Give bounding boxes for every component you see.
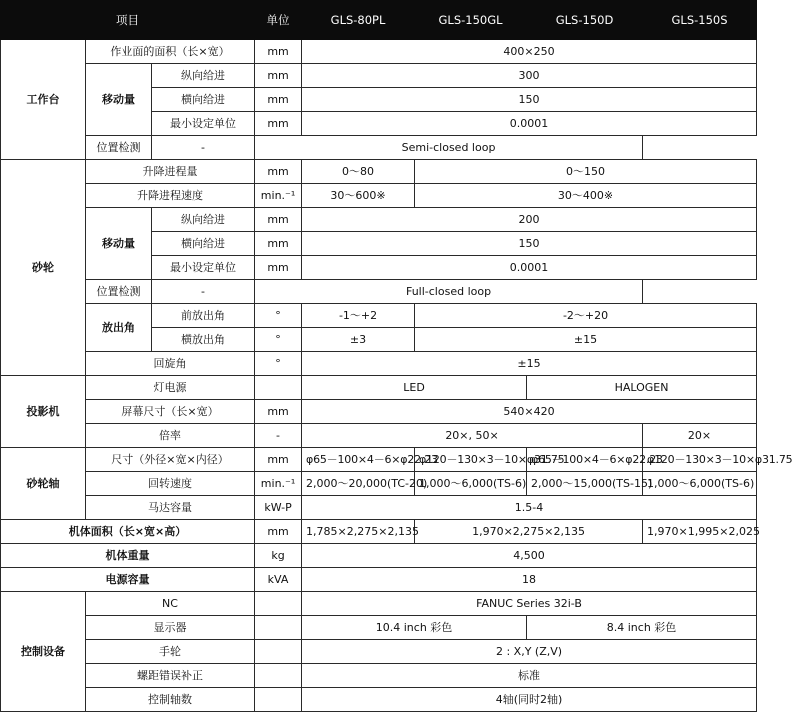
row-label: 横放出角 xyxy=(152,328,255,352)
value-cell: φ120－130×3－10×φ31.75 xyxy=(643,448,757,472)
value-cell: 20× xyxy=(643,424,757,448)
table-row xyxy=(1,280,757,304)
value-cell: 1,000～6,000(TS-6) xyxy=(643,472,757,496)
table-row xyxy=(1,400,757,424)
unit-cell xyxy=(255,688,302,712)
value-cell: 4轴(同时2轴) xyxy=(302,688,757,712)
value-cell: 1,000～6,000(TS-6) xyxy=(415,472,527,496)
value-cell: ±3 xyxy=(302,328,415,352)
row-label: 显示器 xyxy=(86,616,255,640)
row-label: 横向给进 xyxy=(152,88,255,112)
value-cell: -1～+2 xyxy=(302,304,415,328)
value-cell: 400×250 xyxy=(302,40,757,64)
unit-cell: ° xyxy=(255,304,302,328)
row-label: 倍率 xyxy=(86,424,255,448)
value-cell: 4,500 xyxy=(302,544,757,568)
header-model-gls-150gl: GLS-150GL xyxy=(415,1,527,40)
value-cell: 10.4 inch 彩色 xyxy=(302,616,527,640)
row-label: 回转速度 xyxy=(86,472,255,496)
unit-cell xyxy=(255,640,302,664)
table-row xyxy=(1,160,757,184)
row-label: 机体面积（长×宽×高） xyxy=(1,520,255,544)
table-row xyxy=(1,64,757,88)
unit-cell: min.⁻¹ xyxy=(255,184,302,208)
table-row xyxy=(1,304,757,328)
value-cell: Semi-closed loop xyxy=(255,136,643,160)
row-label: 纵向给进 xyxy=(152,64,255,88)
value-cell: 300 xyxy=(302,64,757,88)
table-row xyxy=(1,664,757,688)
unit-cell: mm xyxy=(255,520,302,544)
row-label: 升降进程速度 xyxy=(86,184,255,208)
row-label: 马达容量 xyxy=(86,496,255,520)
header-model-gls-150s: GLS-150S xyxy=(643,1,757,40)
value-cell: ±15 xyxy=(302,352,757,376)
table-row xyxy=(1,424,757,448)
table-row xyxy=(1,376,757,400)
table-row xyxy=(1,352,757,376)
value-cell: φ65－100×4－6×φ22.23 xyxy=(302,448,415,472)
row-label: 灯电源 xyxy=(86,376,255,400)
value-cell: 20×, 50× xyxy=(302,424,643,448)
value-cell: 200 xyxy=(302,208,757,232)
value-cell: 150 xyxy=(302,88,757,112)
table-row xyxy=(1,520,757,544)
row-label: 控制轴数 xyxy=(86,688,255,712)
row-label: 手轮 xyxy=(86,640,255,664)
value-cell: 8.4 inch 彩色 xyxy=(527,616,757,640)
unit-cell: mm xyxy=(255,160,302,184)
row-label: 机体重量 xyxy=(1,544,255,568)
value-cell: 1,785×2,275×2,135 xyxy=(302,520,415,544)
value-cell: ±15 xyxy=(415,328,757,352)
row-label: 螺距错误补正 xyxy=(86,664,255,688)
value-cell: φ120－130×3－10×φ31.75 xyxy=(415,448,527,472)
value-cell: 30～400※ xyxy=(415,184,757,208)
value-cell: 30～600※ xyxy=(302,184,415,208)
unit-cell xyxy=(255,616,302,640)
table-row xyxy=(1,472,757,496)
row-label: 纵向给进 xyxy=(152,208,255,232)
table-row xyxy=(1,688,757,712)
table-row xyxy=(1,136,757,160)
unit-cell: mm xyxy=(255,232,302,256)
unit-cell xyxy=(255,592,302,616)
unit-cell: kW-P xyxy=(255,496,302,520)
row-label: 屏幕尺寸（长×宽） xyxy=(86,400,255,424)
subgroup-wheel-travel: 移动量 xyxy=(86,208,152,280)
value-cell: 540×420 xyxy=(302,400,757,424)
unit-cell: min.⁻¹ xyxy=(255,472,302,496)
header-model-gls-80pl: GLS-80PL xyxy=(302,1,415,40)
row-label: 作业面的面积（长×宽） xyxy=(86,40,255,64)
row-label: 前放出角 xyxy=(152,304,255,328)
value-cell: 0～80 xyxy=(302,160,415,184)
unit-cell: - xyxy=(255,424,302,448)
value-cell: FANUC Series 32i-B xyxy=(302,592,757,616)
value-cell: 0.0001 xyxy=(302,112,757,136)
row-label: 回旋角 xyxy=(86,352,255,376)
value-cell: LED xyxy=(302,376,527,400)
value-cell: Full-closed loop xyxy=(255,280,643,304)
row-label: 位置检测 xyxy=(86,136,152,160)
row-label: 最小设定单位 xyxy=(152,112,255,136)
value-cell: 0.0001 xyxy=(302,256,757,280)
unit-cell: mm xyxy=(255,448,302,472)
header-unit: 单位 xyxy=(255,1,302,40)
group-control: 控制设备 xyxy=(1,592,86,712)
unit-cell: mm xyxy=(255,40,302,64)
header-item: 项目 xyxy=(1,1,255,40)
value-cell: 18 xyxy=(302,568,757,592)
unit-cell xyxy=(255,376,302,400)
subgroup-wheel-angle: 放出角 xyxy=(86,304,152,352)
table-row xyxy=(1,568,757,592)
table-row xyxy=(1,184,757,208)
header-model-gls-150d: GLS-150D xyxy=(527,1,643,40)
row-label: 位置检测 xyxy=(86,280,152,304)
unit-cell: mm xyxy=(255,112,302,136)
value-cell: 1,970×2,275×2,135 xyxy=(415,520,643,544)
table-row xyxy=(1,208,757,232)
group-projector: 投影机 xyxy=(1,376,86,448)
unit-cell: ° xyxy=(255,352,302,376)
value-cell: 150 xyxy=(302,232,757,256)
unit-cell: kVA xyxy=(255,568,302,592)
value-cell: HALOGEN xyxy=(527,376,757,400)
value-cell: 标准 xyxy=(302,664,757,688)
row-label: 电源容量 xyxy=(1,568,255,592)
table-row xyxy=(1,616,757,640)
value-cell: -2～+20 xyxy=(415,304,757,328)
unit-cell: mm xyxy=(255,256,302,280)
header-row xyxy=(1,1,757,40)
unit-cell: mm xyxy=(255,64,302,88)
row-label: NC xyxy=(86,592,255,616)
table-row xyxy=(1,496,757,520)
table-row xyxy=(1,448,757,472)
table-row xyxy=(1,40,757,64)
row-label: 横向给进 xyxy=(152,232,255,256)
value-cell: 0～150 xyxy=(415,160,757,184)
unit-cell xyxy=(255,664,302,688)
value-cell: 2,000～20,000(TC-20) xyxy=(302,472,415,496)
unit-cell: kg xyxy=(255,544,302,568)
value-cell: φ65－100×4－6×φ22.23 xyxy=(527,448,643,472)
row-label: 尺寸（外径×宽×内径） xyxy=(86,448,255,472)
group-spindle: 砂轮轴 xyxy=(1,448,86,520)
subgroup-stage-travel: 移动量 xyxy=(86,64,152,136)
unit-cell: mm xyxy=(255,88,302,112)
group-stage: 工作台 xyxy=(1,40,86,160)
value-cell: 2,000～15,000(TS-15) xyxy=(527,472,643,496)
value-cell: 1,970×1,995×2,025 xyxy=(643,520,757,544)
value-cell: 1.5-4 xyxy=(302,496,757,520)
table-row xyxy=(1,640,757,664)
value-cell: 2 : X,Y (Z,V) xyxy=(302,640,757,664)
unit-cell: mm xyxy=(255,208,302,232)
table-row xyxy=(1,592,757,616)
unit-cell: - xyxy=(152,136,255,160)
row-label: 升降进程量 xyxy=(86,160,255,184)
unit-cell: mm xyxy=(255,400,302,424)
table-row xyxy=(1,544,757,568)
row-label: 最小设定单位 xyxy=(152,256,255,280)
unit-cell: ° xyxy=(255,328,302,352)
unit-cell: - xyxy=(152,280,255,304)
group-wheel: 砂轮 xyxy=(1,160,86,376)
